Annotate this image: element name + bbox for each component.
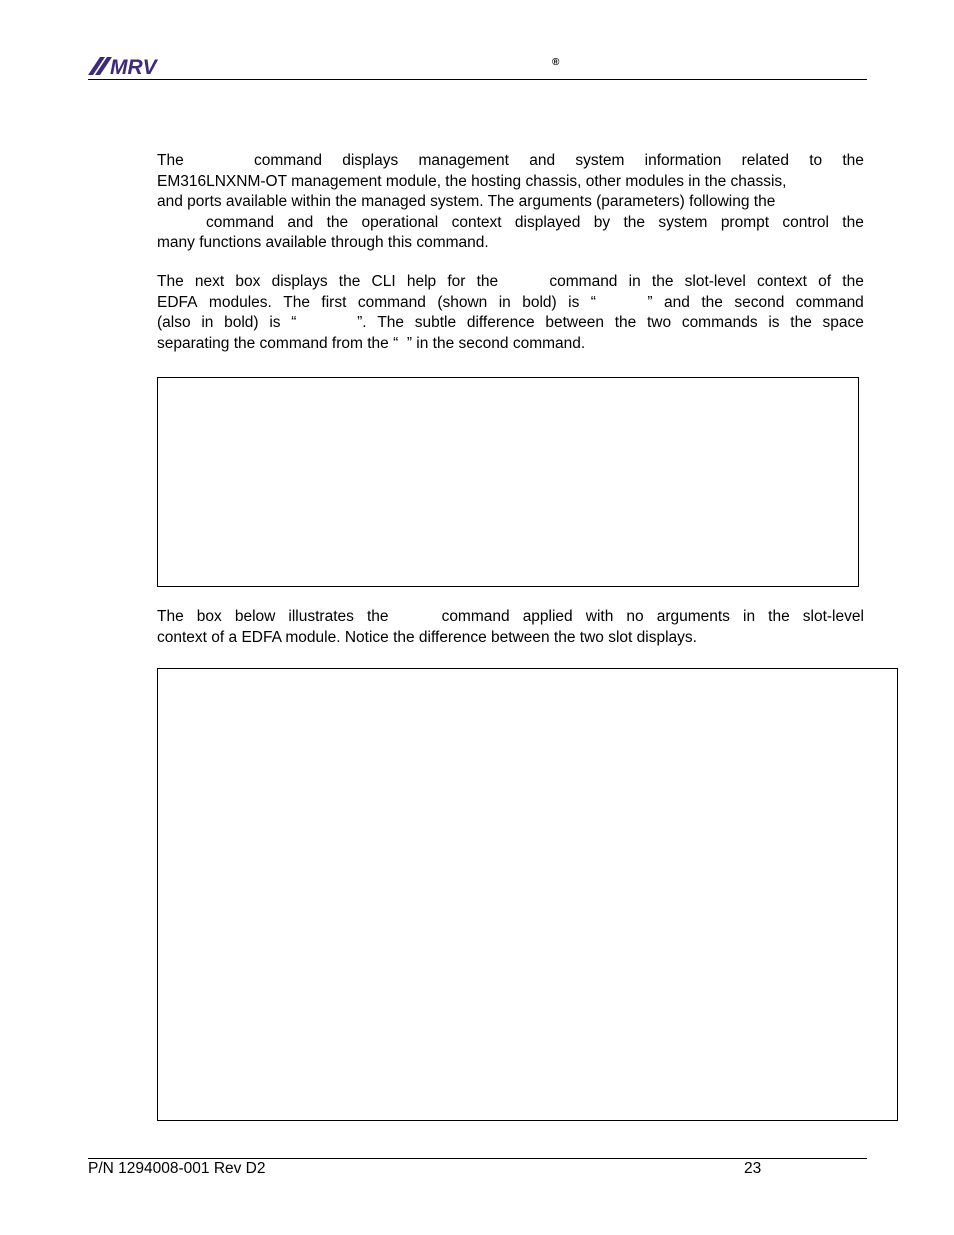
text-line	[157, 233, 864, 254]
word: by	[593, 213, 611, 231]
word: EM316LNXNM-OT management module, the hosting chassis, other modules in the chassis,	[157, 172, 787, 190]
text-line	[157, 272, 864, 293]
word: below	[234, 608, 276, 625]
word: command	[206, 213, 275, 231]
word: displayed	[514, 213, 581, 231]
word: bold)	[522, 293, 557, 311]
mrv-logo	[88, 56, 174, 76]
word: the	[842, 213, 864, 231]
word: the	[623, 213, 646, 231]
word: The	[283, 293, 310, 311]
cli-help-box	[157, 377, 859, 587]
word: of	[818, 273, 832, 290]
word: the	[326, 213, 349, 231]
page-number: 23	[744, 1160, 762, 1177]
word: separating the command from the “ ” in the second command.	[157, 334, 586, 352]
word: The	[157, 152, 184, 169]
footer-rule	[88, 1158, 867, 1159]
word: slot-level	[684, 273, 746, 290]
slot-display-box	[157, 668, 898, 1121]
word: and	[664, 293, 690, 311]
word: context of a EDFA module. Notice the difference between the two slot displays.	[157, 628, 697, 646]
word: and ports available within the managed system. The arguments (parameters) following the	[157, 193, 776, 210]
word: applied	[522, 608, 573, 625]
word: command	[549, 273, 618, 290]
text-line	[157, 628, 864, 649]
word: (also	[157, 314, 191, 331]
word: between	[545, 314, 604, 331]
text-line	[157, 334, 864, 355]
word: CLI	[371, 273, 396, 290]
word: no	[626, 608, 644, 625]
word: system	[658, 213, 708, 231]
word: for	[447, 273, 466, 290]
word: modules.	[208, 293, 272, 311]
word: is	[568, 293, 580, 311]
part-number: P/N 1294008-001 Rev D2	[88, 1160, 266, 1177]
intro-paragraph	[157, 151, 864, 254]
word: in	[498, 293, 511, 311]
word: to	[809, 152, 823, 169]
text-line	[157, 293, 864, 314]
word: the	[651, 273, 674, 290]
word: help	[406, 273, 437, 290]
word: EDFA	[157, 293, 198, 311]
word: bold)	[224, 314, 259, 331]
word: box	[235, 273, 261, 290]
word: The	[157, 608, 184, 625]
word: context	[757, 273, 807, 290]
cli-help-paragraph	[157, 272, 864, 354]
text-line	[157, 313, 864, 334]
word: the	[476, 273, 499, 290]
word: control	[782, 213, 829, 231]
word: space	[822, 314, 864, 331]
text-line	[157, 213, 864, 234]
word: related	[741, 152, 789, 169]
word: the	[768, 608, 790, 625]
text-line	[157, 192, 864, 213]
word: The	[377, 314, 405, 331]
word: operational	[361, 213, 439, 231]
word: box	[196, 608, 222, 625]
word: many functions available through this command.	[157, 234, 489, 251]
word: subtle	[414, 314, 457, 331]
word: second	[734, 293, 785, 311]
word: first	[321, 293, 347, 311]
word: difference	[466, 314, 535, 331]
word: is	[768, 314, 780, 331]
word: in	[628, 273, 641, 290]
word: (shown	[437, 293, 488, 311]
word: command	[253, 152, 323, 169]
word: The	[157, 273, 184, 290]
text-line	[157, 151, 864, 172]
word: in	[743, 608, 756, 625]
word: management	[418, 152, 509, 169]
word: slot-level	[802, 608, 864, 625]
word: prompt	[720, 213, 770, 231]
word: ”.	[357, 314, 367, 331]
word: information	[644, 152, 722, 169]
word: ”	[647, 293, 653, 311]
word: illustrates	[288, 608, 354, 625]
word: the	[701, 293, 723, 311]
registered-trademark-mark: ®	[552, 57, 560, 68]
word: command	[441, 608, 510, 625]
text-line	[157, 607, 864, 628]
word: the	[614, 314, 637, 331]
word: is	[269, 314, 281, 331]
word: the	[842, 152, 864, 169]
word: the	[790, 314, 812, 331]
word: and	[287, 213, 314, 231]
word: two	[646, 314, 672, 331]
word: “	[590, 293, 596, 311]
word: command	[357, 293, 426, 311]
text-line	[157, 172, 864, 193]
word: system	[575, 152, 625, 169]
word: the	[338, 273, 361, 290]
word: commands	[681, 314, 758, 331]
word: arguments	[656, 608, 730, 625]
word: with	[585, 608, 614, 625]
word: the	[366, 608, 389, 625]
word: the	[842, 273, 864, 290]
slot-display-paragraph	[157, 607, 864, 648]
logo-text: MRV	[110, 56, 157, 76]
word: context	[451, 213, 502, 231]
word: “	[291, 314, 297, 331]
word: command	[795, 293, 864, 311]
word: displays	[342, 152, 399, 169]
header-rule	[88, 79, 867, 80]
word: next	[194, 273, 225, 290]
word: and	[529, 152, 556, 169]
word: displays	[271, 273, 328, 290]
word: in	[201, 314, 214, 331]
